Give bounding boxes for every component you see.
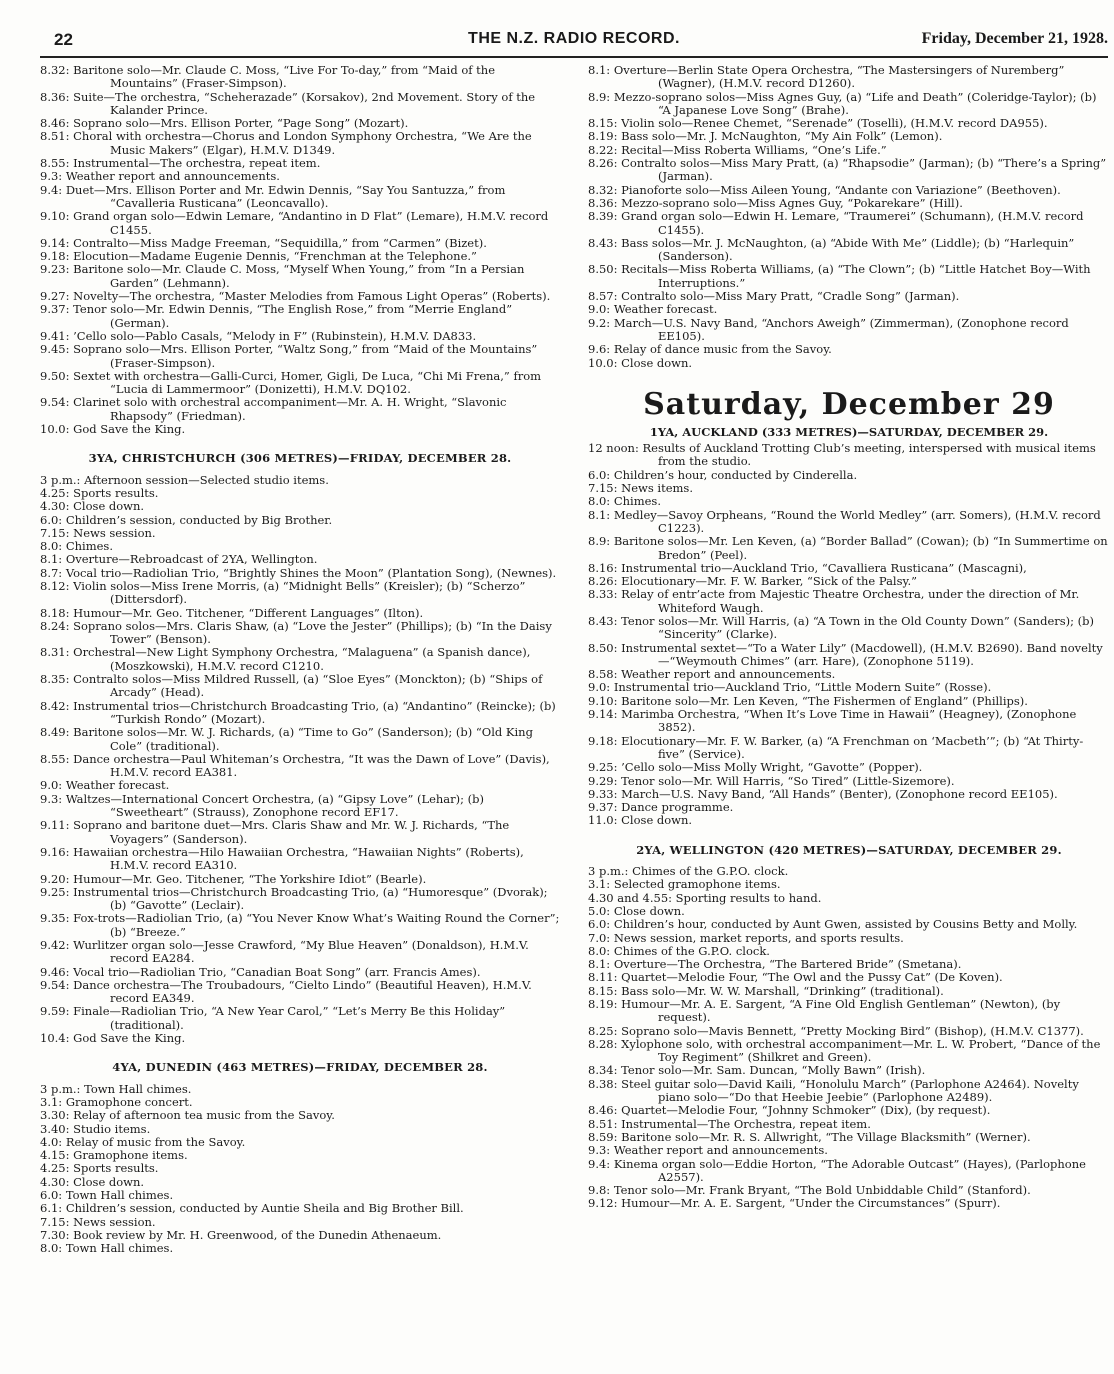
programme-entry: 3.30: Relay of afternoon tea music from the Savoy. <box>40 1108 335 1123</box>
programme-entry: 9.23: Baritone solo—Mr. Claude C. Moss, “Myself When Young,” from “In a Persian Garden” (Lehmann). <box>40 262 525 290</box>
programme-entry: 9.11: Soprano and baritone duet—Mrs. Claris Shaw and Mr. W. J. Richards, “The Voyagers” (Sanderson). <box>40 818 510 846</box>
programme-entry: 8.49: Baritone solos—Mr. W. J. Richards, (a) “Time to Go” (Sanderson); (b) “Old King Cole” (traditional). <box>40 725 533 753</box>
section-heading-4ya: 4YA, DUNEDIN (463 METRES)—FRIDAY, DECEMBER 28. <box>112 1060 488 1075</box>
programme-entry: 9.3: Waltzes—International Concert Orchestra, (a) “Gipsy Love” (Lehar); (b) “Sweetheart” (Strauss), Zonophone record EF17. <box>40 791 485 820</box>
programme-entry: 8.51: Instrumental—The Orchestra, repeat item. <box>588 1116 871 1131</box>
programme-entry: 9.37: Tenor solo—Mr. Edwin Dennis, “The English Rose,” from “Merrie England” (German). <box>40 302 513 330</box>
programme-entry: 7.15: News items. <box>588 481 693 496</box>
programme-entry: 8.24: Soprano solos—Mrs. Claris Shaw, (a) “Love the Jester” (Phillips); (b) “In the Daisy Tower” (Benson). <box>40 618 552 647</box>
programme-entry: 8.55: Instrumental—The orchestra, repeat item. <box>40 156 321 171</box>
programme-entry: 8.1: Overture—Rebroadcast of 2YA, Wellington. <box>40 552 318 567</box>
programme-entry: 9.54: Dance orchestra—The Troubadours, “Cielto Lindo” (Beautiful Heaven), H.M.V. record EA349. <box>40 977 532 1006</box>
programme-entry: 4.0: Relay of music from the Savoy. <box>40 1134 246 1149</box>
page-header <box>40 30 1108 56</box>
programme-entry: 9.45: Soprano solo—Mrs. Ellison Porter, “Waltz Song,” from “Maid of the Mountains” (Fraser-Simpson). <box>40 342 538 370</box>
page-number: 22 <box>54 30 73 49</box>
programme-entry: 8.33: Relay of entr’acte from Majestic Theatre Orchestra, under the direction of Mr. Whiteford Waugh. <box>588 587 1080 615</box>
programme-entry: 6.0: Children’s hour, conducted by Cinderella. <box>588 467 858 482</box>
programme-entry: 8.11: Quartet—Melodie Four, “The Owl and the Pussy Cat” (De Koven). <box>588 970 1003 985</box>
programme-entry: 9.14: Marimba Orchestra, “When It’s Love Time in Hawaii” (Heagney), (Zonophone 3852). <box>588 707 1077 735</box>
programme-entry: 9.27: Novelty—The orchestra, “Master Melodies from Famous Light Operas” (Roberts). <box>40 289 551 304</box>
programme-entry: 6.1: Children’s session, conducted by Auntie Sheila and Big Brother Bill. <box>40 1201 464 1216</box>
programme-entry: 9.0: Instrumental trio—Auckland Trio, “Little Modern Suite” (Rosse). <box>588 680 992 695</box>
programme-entry: 11.0: Close down. <box>588 813 693 828</box>
programme-entry: 8.25: Soprano solo—Mavis Bennett, “Pretty Mocking Bird” (Bishop), (H.M.V. C1377). <box>588 1023 1084 1038</box>
programme-entry: 6.0: Town Hall chimes. <box>40 1188 174 1203</box>
programme-entry: 8.12: Violin solos—Miss Irene Morris, (a) “Midnight Bells” (Kreisler); (b) “Scherzo” (Dittersdorf). <box>40 578 526 607</box>
programme-entry: 7.15: News session. <box>40 525 156 540</box>
publication-title: THE N.Z. RADIO RECORD. <box>468 30 680 47</box>
programme-entry: 8.59: Baritone solo—Mr. R. S. Allwright, “The Village Blacksmith” (Werner). <box>588 1129 1031 1144</box>
programme-entry: 8.32: Baritone solo—Mr. Claude C. Moss, “Live For To-day,” from “Maid of the Mountains” (Fraser-Simpson). <box>40 63 496 91</box>
programme-entry: 8.34: Tenor solo—Mr. Sam. Duncan, “Molly Bawn” (Irish). <box>588 1063 926 1078</box>
programme-entry: 8.57: Contralto solo—Miss Mary Pratt, “Cradle Song” (Jarman). <box>588 289 960 304</box>
programme-entry: 9.10: Baritone solo—Mr. Len Keven, “The Fishermen of England” (Phillips). <box>588 693 1028 708</box>
issue-date: Friday, December 21, 1928. <box>921 30 1108 47</box>
programme-entry: 9.46: Vocal trio—Radiolian Trio, “Canadian Boat Song” (arr. Francis Ames). <box>40 964 481 979</box>
programme-entry: 3.1: Gramophone concert. <box>40 1094 193 1109</box>
programme-entry: 9.35: Fox-trots—Radiolian Trio, (a) “You Never Know What’s Waiting Round the Corner”; (b) “Breeze.” <box>40 911 560 939</box>
programme-entry: 8.9: Baritone solos—Mr. Len Keven, (a) “Border Ballad” (Cowan); (b) “In Summertime on Bredon” (Peel). <box>588 534 1108 562</box>
programme-entry: 8.15: Bass solo—Mr. W. W. Marshall, “Drinking” (traditional). <box>588 983 944 998</box>
programme-entry: 7.0: News session, market reports, and sports results. <box>588 930 904 945</box>
programme-entry: 8.9: Mezzo-soprano solos—Miss Agnes Guy, (a) “Life and Death” (Coleridge-Taylor); (b) “A Japanese Love Song” (Brahe). <box>588 89 1097 117</box>
programme-entry: 9.16: Hawaiian orchestra—Hilo Hawaiian Orchestra, “Hawaiian Nights” (Roberts), H.M.V. record EA310. <box>40 844 524 873</box>
section-2ya-entries <box>588 865 1110 1211</box>
programme-entry: 9.3: Weather report and announcements. <box>588 1143 828 1158</box>
programme-entry: 8.43: Tenor solos—Mr. Will Harris, (a) “A Town in the Old County Down” (Sanders); (b) “Sincerity” (Clarke). <box>588 613 1095 642</box>
programme-entry: 8.42: Instrumental trios—Christchurch Broadcasting Trio, (a) “Andantino” (Reincke); (b) “Turkish Rondo” (Mozart). <box>40 698 556 726</box>
programme-entry: 9.25: ’Cello solo—Miss Molly Wright, “Gavotte” (Popper). <box>588 760 923 775</box>
programme-entry: 9.18: Elocutionary—Mr. F. W. Barker, (a) “A Frenchman on ‘Macbeth’”; (b) “At Thirty-five” (Service). <box>588 733 1084 761</box>
programme-entry: 4.15: Gramophone items. <box>40 1148 188 1163</box>
programme-entry: 6.0: Children’s session, conducted by Big Brother. <box>40 512 333 527</box>
left-column <box>40 64 560 1256</box>
programme-entry: 9.33: March—U.S. Navy Band, “All Hands” (Benter), (Zonophone record EE105). <box>588 786 1058 801</box>
programme-entry: 8.35: Contralto solos—Miss Mildred Russell, (a) “Sloe Eyes” (Monckton); (b) “Ships of Arcady” (Head). <box>40 672 543 700</box>
programme-entry: 4.30: Close down. <box>40 1174 145 1189</box>
programme-entry: 8.46: Quartet—Melodie Four, “Johnny Schmoker” (Dix), (by request). <box>588 1103 991 1118</box>
programme-entry: 9.14: Contralto—Miss Madge Freeman, “Sequidilla,” from “Carmen” (Bizet). <box>40 235 487 250</box>
programme-entry: 8.26: Elocutionary—Mr. F. W. Barker, “Sick of the Palsy.” <box>588 574 918 589</box>
programme-entry: 3 p.m.: Chimes of the G.P.O. clock. <box>588 864 789 879</box>
programme-entry: 8.28: Xylophone solo, with orchestral accompaniment—Mr. L. W. Probert, “Dance of the Toy Regiment” (Shilkret and Green). <box>588 1036 1101 1065</box>
programme-entry: 8.0: Town Hall chimes. <box>40 1241 174 1256</box>
section-3ya-entries <box>40 474 560 1046</box>
programme-entry: 4.30 and 4.55: Sporting results to hand. <box>588 890 822 905</box>
programme-entry: 4.25: Sports results. <box>40 485 159 500</box>
programme-entry: 8.55: Dance orchestra—Paul Whiteman’s Orchestra, “It was the Dawn of Love” (Davis), H.M.V. record EA381. <box>40 751 550 780</box>
programme-entry: 8.32: Pianoforte solo—Miss Aileen Young, “Andante con Variazione” (Beethoven). <box>588 182 1061 197</box>
programme-entry: 8.36: Mezzo-soprano solo—Miss Agnes Guy, “Pokarekare” (Hill). <box>588 195 963 210</box>
programme-entry: 9.50: Sextet with orchestra—Galli-Curci, Homer, Gigli, De Luca, “Chi Mi Frena,” from “Lucia di Lammermoor” (Donizetti), H.M.V. DQ102. <box>40 368 542 397</box>
programme-entry: 8.31: Orchestral—New Light Symphony Orchestra, “Malaguena” (a Spanish dance), (Moszkowski), H.M.V. record C1210. <box>40 645 531 673</box>
programme-entry: 9.2: March—U.S. Navy Band, “Anchors Aweigh” (Zimmerman), (Zonophone record EE105). <box>588 315 1069 343</box>
programme-entry: 9.41: ’Cello solo—Pablo Casals, “Melody in F” (Rubinstein), H.M.V. DA833. <box>40 328 477 343</box>
programme-entry: 10.0: God Save the King. <box>40 422 186 437</box>
programme-entry: 6.0: Children’s hour, conducted by Aunt Gwen, assisted by Cousins Betty and Molly. <box>588 917 1078 932</box>
programme-entry: 10.4: God Save the King. <box>40 1031 186 1046</box>
programme-entry: 3.1: Selected gramophone items. <box>588 877 781 892</box>
programme-entry: 4.25: Sports results. <box>40 1161 159 1176</box>
programme-entry: 8.15: Violin solo—Renee Chemet, “Serenade” (Toselli), (H.M.V. record DA955). <box>588 116 1048 131</box>
programme-entry: 9.10: Grand organ solo—Edwin Lemare, “Andantino in D Flat” (Lemare), H.M.V. record C1455. <box>40 209 549 237</box>
section-4ya-entries <box>40 1083 560 1256</box>
programme-entry: 8.22: Recital—Miss Roberta Williams, “One’s Life.” <box>588 142 887 157</box>
programme-entry: 8.50: Instrumental sextet—“To a Water Lily” (Macdowell), (H.M.V. B2690). Band novelty—“Weymouth Chimes” (arr. Hare), (Zonophone 5119). <box>588 640 1103 668</box>
programme-entry: 9.20: Humour—Mr. Geo. Titchener, “The Yorkshire Idiot” (Bearle). <box>40 871 427 886</box>
programme-entry: 3 p.m.: Town Hall chimes. <box>40 1081 192 1096</box>
programme-entry: 8.7: Vocal trio—Radiolian Trio, “Brightly Shines the Moon” (Plantation Song), (Newnes). <box>40 565 557 580</box>
programme-entry: 9.0: Weather forecast. <box>588 302 718 317</box>
programme-entry: 8.19: Bass solo—Mr. J. McNaughton, “My Ain Folk” (Lemon). <box>588 129 943 144</box>
programme-entry: 9.8: Tenor solo—Mr. Frank Bryant, “The Bold Unbiddable Child” (Stanford). <box>588 1183 1031 1198</box>
programme-entry: 8.0: Chimes. <box>588 494 661 509</box>
programme-entry: 3.40: Studio items. <box>40 1121 151 1136</box>
programme-entry: 9.54: Clarinet solo with orchestral accompaniment—Mr. A. H. Wright, “Slavonic Rhapsody” (Friedman). <box>40 395 507 423</box>
programme-entry: 9.25: Instrumental trios—Christchurch Broadcasting Trio, (a) “Humoresque” (Dvorak); (b) “Gavotte” (Leclair). <box>40 884 548 913</box>
programme-entry: 8.16: Instrumental trio—Auckland Trio, “Cavalliera Rusticana” (Mascagni), <box>588 560 1027 575</box>
programme-entry: 9.12: Humour—Mr. A. E. Sargent, “Under the Circumstances” (Spurr). <box>588 1196 1001 1211</box>
programme-entry: 8.18: Humour—Mr. Geo. Titchener, “Different Languages” (Ilton). <box>40 605 424 620</box>
programme-entry: 8.0: Chimes of the G.P.O. clock. <box>588 943 770 958</box>
programme-entry: 8.58: Weather report and announcements. <box>588 667 836 682</box>
programme-entry: 8.51: Choral with orchestra—Chorus and London Symphony Orchestra, “We Are the Music Makers” (Elgar), H.M.V. D1349. <box>40 129 532 157</box>
programme-entry: 9.37: Dance programme. <box>588 800 734 815</box>
header-rule <box>40 56 1108 58</box>
programme-entry: 8.1: Overture—The Orchestra, “The Bartered Bride” (Smetana). <box>588 957 962 972</box>
programme-entry: 9.4: Kinema organ solo—Eddie Horton, “The Adorable Outcast” (Hayes), (Parlophone A2557). <box>588 1156 1086 1184</box>
programme-entry: 5.0: Close down. <box>588 903 685 918</box>
programme-entry: 9.6: Relay of dance music from the Savoy. <box>588 342 832 357</box>
programme-entry: 3 p.m.: Afternoon session—Selected studio items. <box>40 472 329 487</box>
right-column <box>588 64 1110 1211</box>
section-1ya-entries <box>588 442 1110 828</box>
programme-entry: 9.0: Weather forecast. <box>40 778 170 793</box>
programme-entry: 9.18: Elocution—Madame Eugenie Dennis, “Frenchman at the Telephone.” <box>40 249 477 264</box>
programme-entry: 8.50: Recitals—Miss Roberta Williams, (a) “The Clown”; (b) “Little Hatchet Boy—With Interruptions.” <box>588 262 1091 290</box>
programme-entry: 9.4: Duet—Mrs. Ellison Porter and Mr. Edwin Dennis, “Say You Santuzza,” from “Cavalleria Rusticana” (Leoncavallo). <box>40 182 506 210</box>
section-heading-1ya: 1YA, AUCKLAND (333 METRES)—SATURDAY, DECEMBER 29. <box>649 424 1049 439</box>
programme-entry: 9.59: Finale—Radiolian Trio, “A New Year Carol,” “Let’s Merry Be this Holiday” (traditional). <box>40 1004 506 1032</box>
programme-entry: 8.36: Suite—The orchestra, “Scheherazade” (Korsakov), 2nd Movement. Story of the Kalander Prince. <box>40 89 536 117</box>
programme-entry: 8.39: Grand organ solo—Edwin H. Lemare, “Traumerei” (Schumann), (H.M.V. record C1455). <box>588 209 1084 237</box>
section-heading-2ya: 2YA, WELLINGTON (420 METRES)—SATURDAY, DECEMBER 29. <box>636 842 1062 857</box>
programme-entry: 9.29: Tenor solo—Mr. Will Harris, “So Tired” (Little-Sizemore). <box>588 773 955 788</box>
programme-entry: 7.30: Book review by Mr. H. Greenwood, of the Dunedin Athenaeum. <box>40 1227 442 1242</box>
programme-entry: 8.1: Medley—Savoy Orpheans, “Round the World Medley” (arr. Somers), (H.M.V. record C1223). <box>588 507 1101 535</box>
programme-entry: 9.42: Wurlitzer organ solo—Jesse Crawford, “My Blue Heaven” (Donaldson), H.M.V. record EA284. <box>40 938 529 966</box>
programme-entry: 4.30: Close down. <box>40 499 145 514</box>
section-heading-3ya: 3YA, CHRISTCHURCH (306 METRES)—FRIDAY, DECEMBER 28. <box>88 451 512 466</box>
programme-entry: 12 noon: Results of Auckland Trotting Club’s meeting, interspersed with musical items from the studio. <box>588 441 1096 469</box>
left-top-entries <box>40 64 560 436</box>
programme-entry: 10.0: Close down. <box>588 355 693 370</box>
programme-entry: 8.38: Steel guitar solo—David Kaili, “Honolulu March” (Parlophone A2464). Novelty piano solo—“Do that Heebie Jeebie” (Parlophone A2489). <box>588 1076 1079 1105</box>
programme-entry: 7.15: News session. <box>40 1214 156 1229</box>
programme-entry: 8.26: Contralto solos—Miss Mary Pratt, (a) “Rhapsodie” (Jarman); (b) “There’s a Spring” (Jarman). <box>588 156 1107 184</box>
programme-entry: 9.3: Weather report and announcements. <box>40 169 280 184</box>
programme-entry: 8.19: Humour—Mr. A. E. Sargent, “A Fine Old English Gentleman” (Newton), (by request). <box>588 997 1061 1025</box>
programme-entry: 8.1: Overture—Berlin State Opera Orchestra, “The Mastersingers of Nuremberg” (Wagner), (H.M.V. record D1260). <box>588 63 1065 91</box>
programme-entry: 8.43: Bass solos—Mr. J. McNaughton, (a) “Abide With Me” (Liddle); (b) “Harlequin” (Sanderson). <box>588 235 1075 264</box>
day-heading-saturday: Saturday, December 29 <box>643 386 1055 422</box>
programme-entry: 8.46: Soprano solo—Mrs. Ellison Porter, “Page Song” (Mozart). <box>40 116 409 131</box>
programme-entry: 8.0: Chimes. <box>40 539 113 554</box>
right-top-entries <box>588 64 1110 370</box>
